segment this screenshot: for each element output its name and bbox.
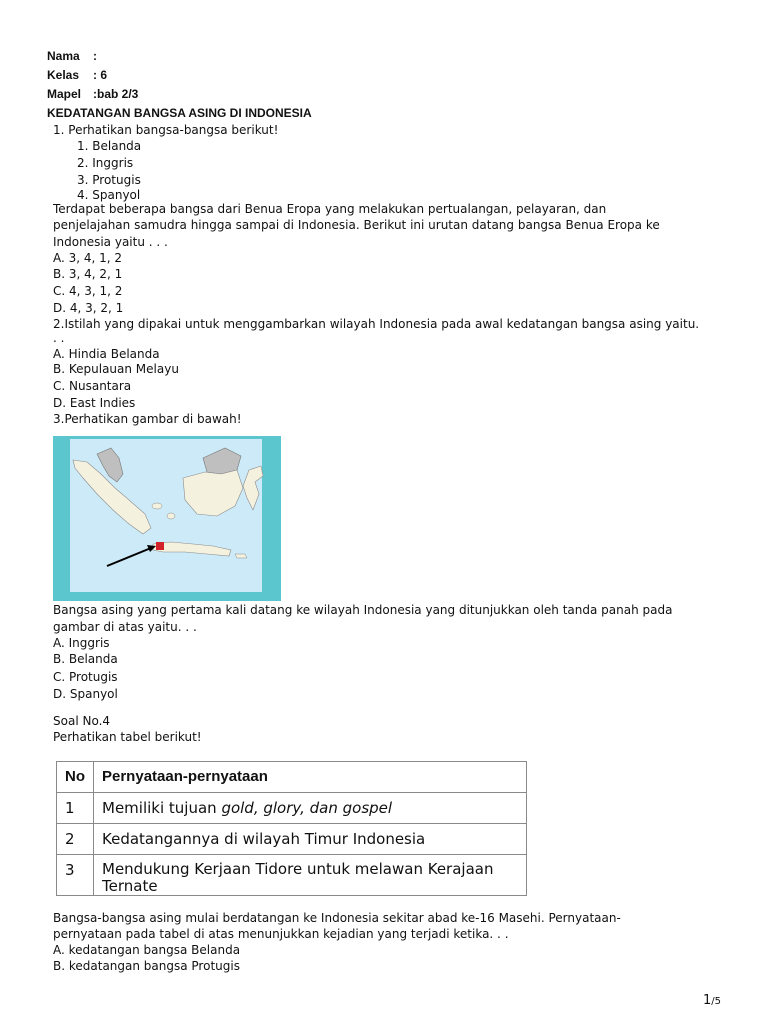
table-row [57,824,527,855]
map-belitung-island [167,513,175,519]
table-cell-statement [94,793,527,824]
statement-italic-text: gold, glory, dan gospel [221,799,393,817]
q2-text-line: . . [53,331,65,345]
mapel-value: :bab 2/3 [93,87,139,101]
q4-intro: Perhatikan tabel berikut! [53,730,202,744]
q2-option: C. Nusantara [53,379,132,393]
q4-text-line: pernyataan pada tabel di atas menunjukkan kejadian yang terjadi ketika. . . [53,927,509,941]
q2-text-line: 2.Istilah yang dipakai untuk menggambarkan wilayah Indonesia pada awal kedatangan bangsa asing yaitu. [53,317,700,331]
q4-option: B. kedatangan bangsa Protugis [53,959,240,973]
statement-text-line2: Ternate [102,877,158,895]
table-cell-no: 1 [57,793,94,824]
q4-option: A. kedatangan bangsa Belanda [53,943,241,957]
table-header-row [57,762,527,793]
kelas-label: Kelas [47,68,80,82]
page-total: /5 [711,996,722,1007]
statement-text: Memiliki tujuan [102,799,222,817]
q2-option: A. Hindia Belanda [53,347,160,361]
q3-intro: 3.Perhatikan gambar di bawah! [53,412,242,426]
table-cell-statement [94,855,527,896]
q1-intro: 1. Perhatikan bangsa-bangsa berikut! [53,123,279,137]
q1-option: A. 3, 4, 1, 2 [53,251,123,265]
q4-label: Soal No.4 [53,714,111,728]
q2-option: B. Kepulauan Melayu [53,362,179,376]
q2-option: D. East Indies [53,396,136,410]
indonesia-map-svg [53,436,281,601]
statement-text: Kedatangannya di wilayah Timur Indonesia [102,830,426,848]
map-nusa-tenggara [235,554,247,558]
statement-text: Mendukung Kerjaan Tidore untuk melawan Kerajaan [102,860,494,878]
q1-option: D. 4, 3, 2, 1 [53,301,124,315]
statements-table [56,761,527,896]
table-cell-statement [94,824,527,855]
mapel-label: Mapel [47,87,82,101]
table-row [57,855,527,896]
nama-value: : [93,49,97,63]
q1-option: C. 4, 3, 1, 2 [53,284,123,298]
q3-option: B. Belanda [53,652,118,666]
page-current: 1 [703,993,712,1008]
q1-list-item: 1. Belanda [77,139,142,153]
table-row [57,793,527,824]
q4-text-line: Bangsa-bangsa asing mulai berdatangan ke Indonesia sekitar abad ke-16 Masehi. Pernyataan- [53,911,621,925]
q3-text-line: Bangsa asing yang pertama kali datang ke wilayah Indonesia yang ditunjukkan oleh tanda panah pada [53,603,673,617]
table-cell-no: 3 [57,855,94,896]
q1-list-item: 3. Protugis [77,173,141,187]
document-title: KEDATANGAN BANGSA ASING DI INDONESIA [47,106,312,120]
q1-option: B. 3, 4, 2, 1 [53,267,123,281]
table-header-no: No [57,762,94,793]
table-header-statements: Pernyataan-pernyataan [94,762,527,793]
map-highlighted-region [156,542,164,550]
nama-label: Nama [47,49,80,63]
q1-list-item: 2. Inggris [77,156,134,170]
q1-text-line: penjelajahan samudra hingga sampai di Indonesia. Berikut ini urutan datang bangsa Benua Eropa ke [53,218,660,232]
map-bangka-island [152,503,162,509]
kelas-value: : 6 [93,68,108,82]
q3-option: A. Inggris [53,636,110,650]
q1-text-line: Indonesia yaitu . . . [53,235,168,249]
q3-option: D. Spanyol [53,687,118,701]
q1-text-line: Terdapat beberapa bangsa dari Benua Eropa yang melakukan pertualangan, pelayaran, dan [53,202,607,216]
indonesia-map-image [53,436,281,601]
page-number [703,993,721,1008]
q3-option: C. Protugis [53,670,118,684]
q3-text-line: gambar di atas yaitu. . . [53,620,197,634]
table-cell-no: 2 [57,824,94,855]
q1-list-item: 4. Spanyol [77,188,141,202]
